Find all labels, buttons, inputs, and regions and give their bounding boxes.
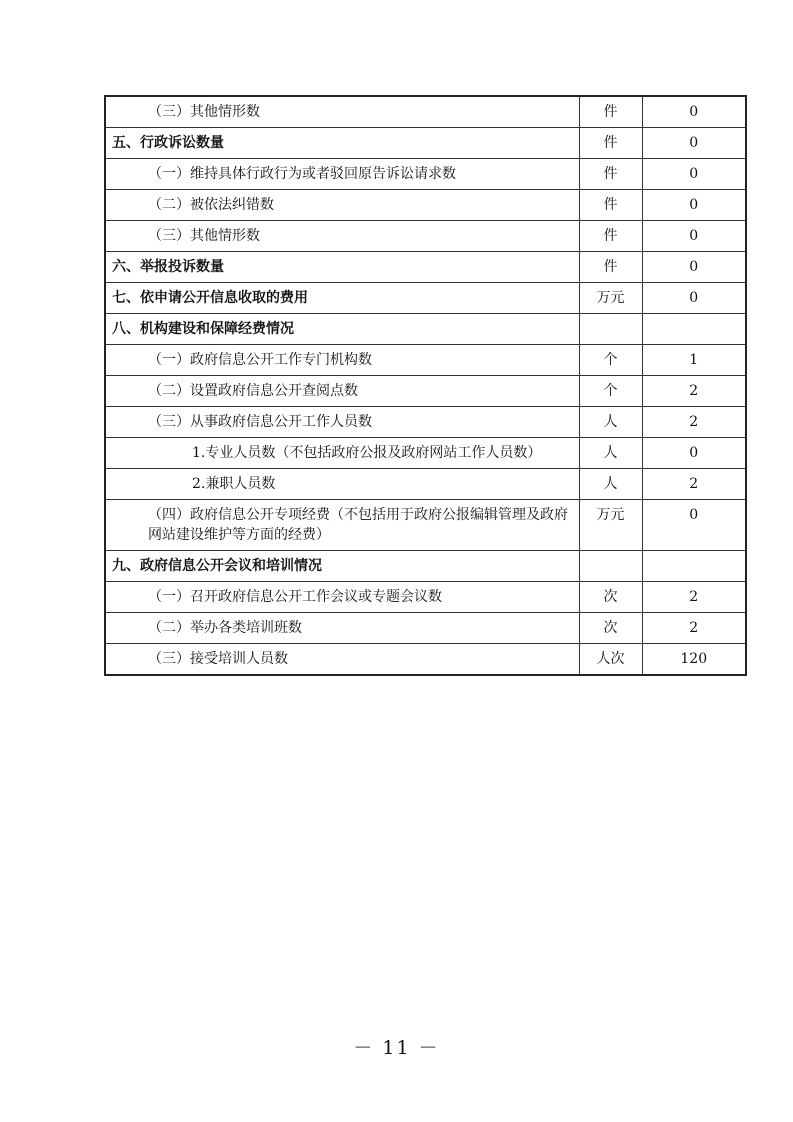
category-cell: 五、行政诉讼数量: [105, 128, 579, 159]
item-cell: （二）举办各类培训班数: [105, 613, 579, 644]
item-cell: （一）召开政府信息公开工作会议或专题会议数: [105, 582, 579, 613]
category-cell: 八、机构建设和保障经费情况: [105, 314, 579, 345]
statistics-table-container: [104, 95, 744, 676]
table-row: [105, 551, 746, 582]
unit-cell: 件: [579, 252, 642, 283]
table-row: [105, 190, 746, 221]
table-row: [105, 582, 746, 613]
unit-cell: [579, 314, 642, 345]
table-body: [105, 96, 746, 675]
unit-cell: 件: [579, 96, 642, 128]
unit-cell: 万元: [579, 500, 642, 551]
item-cell: 2.兼职人员数: [105, 469, 579, 500]
unit-cell: 次: [579, 582, 642, 613]
table-row: [105, 128, 746, 159]
value-cell: 0: [642, 128, 746, 159]
item-cell: （二）设置政府信息公开查阅点数: [105, 376, 579, 407]
table-row: [105, 376, 746, 407]
value-cell: 2: [642, 376, 746, 407]
value-cell: [642, 314, 746, 345]
category-cell: 七、依申请公开信息收取的费用: [105, 283, 579, 314]
value-cell: 0: [642, 438, 746, 469]
value-cell: 0: [642, 221, 746, 252]
item-cell: （三）接受培训人员数: [105, 644, 579, 676]
table-row: [105, 96, 746, 128]
item-cell: （三）其他情形数: [105, 96, 579, 128]
item-cell: 1.专业人员数（不包括政府公报及政府网站工作人员数）: [105, 438, 579, 469]
table-row: [105, 221, 746, 252]
table-row: [105, 345, 746, 376]
table-row: [105, 314, 746, 345]
unit-cell: 人: [579, 438, 642, 469]
value-cell: 2: [642, 582, 746, 613]
category-cell: 九、政府信息公开会议和培训情况: [105, 551, 579, 582]
unit-cell: 人: [579, 407, 642, 438]
unit-cell: 个: [579, 376, 642, 407]
category-cell: 六、举报投诉数量: [105, 252, 579, 283]
value-cell: 1: [642, 345, 746, 376]
value-cell: 0: [642, 500, 746, 551]
table-row: [105, 283, 746, 314]
value-cell: [642, 551, 746, 582]
table-row: [105, 407, 746, 438]
item-cell: （三）从事政府信息公开工作人员数: [105, 407, 579, 438]
value-cell: 0: [642, 96, 746, 128]
value-cell: 0: [642, 159, 746, 190]
unit-cell: 件: [579, 128, 642, 159]
table-row: [105, 469, 746, 500]
table-row: [105, 159, 746, 190]
table-row: [105, 438, 746, 469]
value-cell: 2: [642, 407, 746, 438]
value-cell: 0: [642, 190, 746, 221]
table-row: [105, 252, 746, 283]
table-row: [105, 644, 746, 676]
item-cell: （三）其他情形数: [105, 221, 579, 252]
item-cell: （二）被依法纠错数: [105, 190, 579, 221]
unit-cell: [579, 551, 642, 582]
table-row: [105, 613, 746, 644]
value-cell: 0: [642, 283, 746, 314]
value-cell: 2: [642, 613, 746, 644]
statistics-table: [104, 95, 747, 676]
unit-cell: 人: [579, 469, 642, 500]
unit-cell: 次: [579, 613, 642, 644]
value-cell: 120: [642, 644, 746, 676]
unit-cell: 件: [579, 159, 642, 190]
unit-cell: 万元: [579, 283, 642, 314]
unit-cell: 人次: [579, 644, 642, 676]
table-row: [105, 500, 746, 551]
value-cell: 2: [642, 469, 746, 500]
item-cell: （一）维持具体行政行为或者驳回原告诉讼请求数: [105, 159, 579, 190]
unit-cell: 件: [579, 221, 642, 252]
item-cell: （一）政府信息公开工作专门机构数: [105, 345, 579, 376]
unit-cell: 个: [579, 345, 642, 376]
page-number: － 11 －: [353, 1037, 440, 1059]
unit-cell: 件: [579, 190, 642, 221]
item-cell: （四）政府信息公开专项经费（不包括用于政府公报编辑管理及政府网站建设维护等方面的经费）: [105, 500, 579, 551]
value-cell: 0: [642, 252, 746, 283]
